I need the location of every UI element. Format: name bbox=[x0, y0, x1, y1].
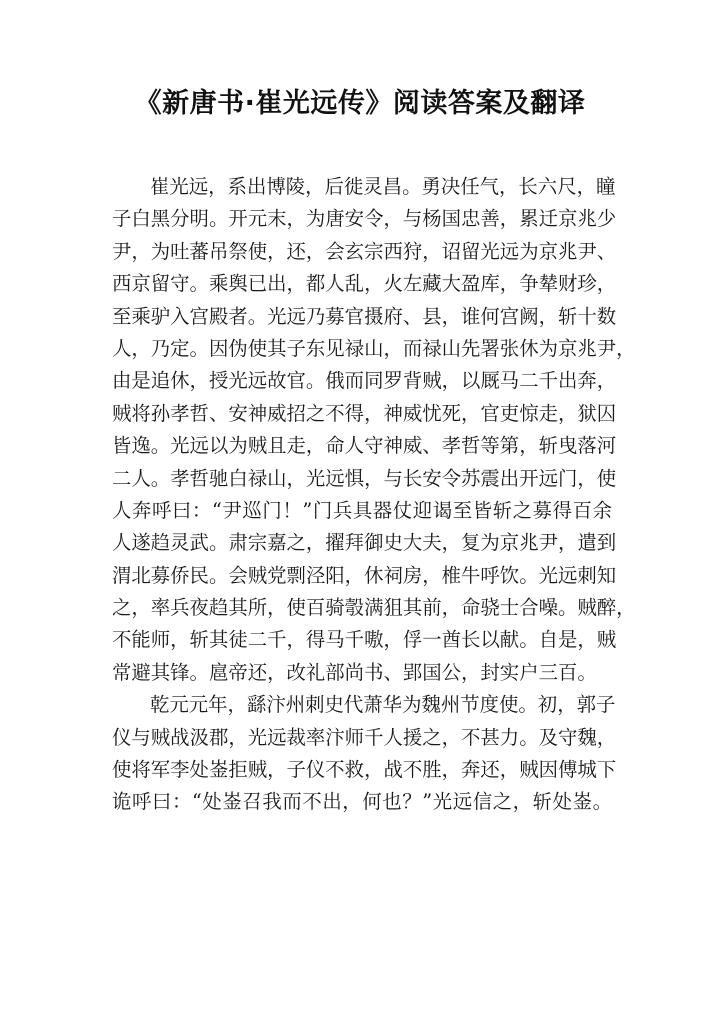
body-text bbox=[112, 171, 636, 819]
text-line: 乾元元年，繇汴州刺史代萧华为魏州节度使。初，郭子 bbox=[150, 693, 616, 717]
text-line: 皆逸。光远以为贼且走，命人守神威、孝哲等第，斩曳落河 bbox=[112, 434, 617, 458]
text-line: 之，率兵夜趋其所，使百骑彀满狙其前，命骁士合噪。贼醉， bbox=[112, 596, 636, 620]
text-line: 崔光远，系出博陵，后徙灵昌。勇决任气，长六尺，瞳 bbox=[150, 175, 616, 198]
text-line: 常避其锋。扈帝还，改礼部尚书、郢国公，封实户三百。 bbox=[112, 660, 597, 684]
text-line: 子白黑分明。开元末，为唐安令，与杨国忠善，累迁京兆少 bbox=[112, 207, 617, 231]
text-line: 人遂趋灵武。肃宗嘉之，擢拜御史大夫，复为京兆尹，遣到 bbox=[112, 531, 617, 555]
text-line: 人奔呼曰：“尹巡门！”门兵具器仗迎谒至皆斩之募得百余 bbox=[112, 498, 612, 522]
text-line: 二人。孝哲驰白禄山，光远惧，与长安令苏震出开远门，使 bbox=[112, 466, 617, 490]
text-line: 不能师，斩其徒二千，得马千嗷，俘一酋长以献。自是，贼 bbox=[112, 628, 617, 652]
text-line: 至乘驴入宫殿者。光远乃募官摄府、县，谁何宫阙，斩十数 bbox=[112, 304, 617, 328]
text-line: 仪与贼战汲郡，光远裁率汴师千人援之，不甚力。及守魏， bbox=[112, 725, 617, 749]
text-line: 贼将孙孝哲、安神威招之不得，神威忧死，官吏惊走，狱囚 bbox=[112, 401, 617, 425]
text-line: 尹，为吐蕃吊祭使，还，会玄宗西狩，诏留光远为京兆尹、 bbox=[112, 239, 617, 263]
text-line: 诡呼曰：“处崟召我而不出，何也？”光远信之，斩处崟。 bbox=[112, 790, 612, 814]
text-line: 渭北募侨民。会贼党剽泾阳，休祠房，椎牛呼饮。光远刺知 bbox=[112, 563, 617, 587]
text-line: 由是追休，授光远故官。俄而同罗背贼，以厩马二千出奔， bbox=[112, 369, 617, 393]
page-title: 《新唐书·崔光远传》阅读答案及翻译 bbox=[134, 88, 586, 119]
text-line: 使将军李处崟拒贼，子仪不救，战不胜，奔还，贼因傅城下 bbox=[112, 758, 617, 782]
text-line: 西京留守。乘舆已出，都人乱，火左藏大盈库，争辇财珍， bbox=[112, 272, 617, 296]
text-line: 人，乃定。因伪使其子东见禄山，而禄山先署张休为京兆尹， bbox=[112, 336, 636, 360]
